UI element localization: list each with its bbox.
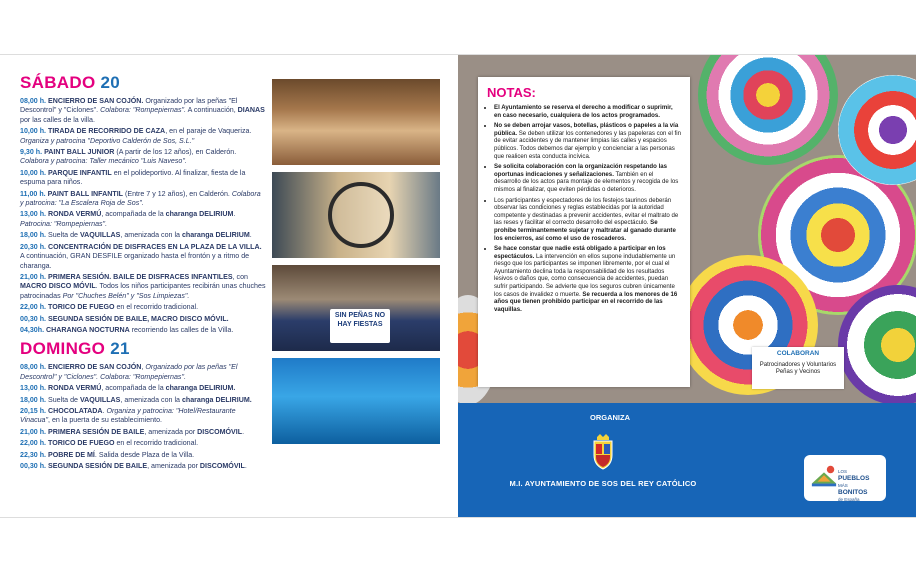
schedule-event (20, 273, 266, 301)
event-description: Suelta de VAQUILLAS, amenizada con la charanga DELIRIUM. (48, 231, 252, 240)
schedule-event (20, 97, 266, 125)
schedule-event (20, 169, 266, 188)
schedule-event (20, 243, 266, 271)
notes-title: NOTAS: (487, 85, 536, 100)
photo-pena-group (272, 265, 440, 351)
schedule-page (0, 55, 458, 517)
saturday-heading (20, 73, 266, 93)
event-description: ENCIERRO DE SAN COJÓN. Organizado por las peñas "El Descontrol" y "Ciclones". Colabora: "Rompepiernas". A continuación, DIANAS por las calles de la villa. (20, 97, 265, 124)
event-time: 08,00 h. (20, 363, 48, 372)
event-time: 13,00 h. (20, 384, 48, 393)
colabora-title: COLABORAN (776, 350, 820, 357)
note-item: • Se hace constar que nadie está obligado a participar en los espectáculos. La intervención en ellos supone indudablemente un riesgo que los participantes se imponen libremente, por el cual el Ayuntamiento declina toda la responsabilidad de los resultados lesivos o daños que, como consecuencia de accidentes, puedan sufrir participando. Se advierte que los seguros cubren únicamente los casos de invalidez o muerte. Se recuerda a los menores de 16 años que tienen prohibido participar en el recorrido de las vaquillas. (494, 245, 681, 313)
event-description: RONDA VERMÚ, acompañada de la charanga DELIRIUM. Patrocina: "Rompepiernas". (20, 210, 236, 228)
organiza-panel (458, 403, 916, 517)
notes-page (458, 55, 916, 517)
event-description: POBRE DE MÍ. Salida desde Plaza de la Villa. (48, 450, 195, 459)
pueblos-bonitos-logo (804, 455, 886, 501)
notes-box (478, 77, 690, 387)
logo-line: de España (838, 497, 860, 502)
photo-magnifier-street (272, 172, 440, 258)
event-time: 13,00 h. (20, 210, 48, 219)
schedule-event (20, 384, 266, 393)
colabora-line: Peñas y Vecinos (775, 369, 821, 375)
photo-swimming-pool (272, 358, 440, 444)
note-item: • No se deben arrojar vasos, botellas, plásticos o papeles a la vía pública. Se deben utilizar los contenedores y las papeleras con el fin de evitar accidentes y de mantener limpias las calles y espacios públicos. Todos debemos dar ejemplo y concienciar a las personas que realicen esta conducta incívica. (494, 122, 681, 160)
day-number: 21 (110, 339, 130, 359)
schedule-event (20, 396, 266, 405)
schedule-event (20, 231, 266, 240)
logo-line: PUEBLOS (838, 475, 870, 482)
event-time: 04,30h. (20, 325, 47, 334)
event-description: ENCIERRO DE SAN COJÓN, Organizado por las peñas "El Descontrol" y "Ciclones". Colabora: "Rompepiernas". (20, 363, 238, 381)
event-time: 11,00 h. (20, 189, 48, 198)
day-name: DOMINGO (20, 339, 106, 359)
schedule-event (20, 190, 266, 209)
event-description: PRIMERA SESIÓN. BAILE DE DISFRACES INFANTILES, con MACRO DISCO MÓVIL. Todos los niños participantes recibirán unas chuches patrocinadas Por "Chuches Belén" y "Sos Limpiezas". (20, 272, 266, 300)
schedule-event (20, 127, 266, 146)
schedule-event (20, 326, 266, 335)
saturday-events (20, 97, 266, 335)
event-description: TIRADA DE RECORRIDO DE CAZA, en el paraje de Vaqueriza. Organiza y patrocina "Deportivo Calderón de Sos, S.L." (20, 127, 252, 145)
event-time: 10,00 h. (20, 168, 48, 177)
event-time: 00,30 h. (20, 314, 48, 323)
schedule-event (20, 428, 266, 437)
day-number: 20 (100, 73, 120, 92)
sunday-heading (20, 339, 266, 359)
town-crest-icon (588, 433, 618, 471)
brochure-spread (0, 54, 916, 518)
sunday-events (20, 363, 266, 471)
event-time: 10,00 h. (20, 127, 48, 136)
event-time: 22,00 h. (20, 303, 48, 312)
magnifier-lens-icon (328, 182, 394, 248)
schedule-event (20, 363, 266, 382)
event-description: CHOCOLATADA. Organiza y patrocina: "Hotel/Restaurante Vinacua", en la puerta de su establecimiento. (20, 406, 236, 425)
schedule-event (20, 148, 266, 167)
event-description: PAINT BALL INFANTIL (Entre 7 y 12 años), en Calderón. Colabora y patrocina: "La Escalera Roja de Sos". (20, 189, 261, 208)
schedule-event (20, 303, 266, 312)
event-time: 9,30 h. (20, 148, 45, 157)
event-time: 20,30 h. (20, 242, 48, 251)
schedule-event (20, 210, 266, 229)
event-time: 08,00 h. (20, 97, 48, 105)
schedule-event (20, 462, 266, 471)
event-description: Suelta de VAQUILLAS, amenizada con la charanga DELIRIUM. (48, 395, 252, 404)
event-time: 00,30 h. (20, 462, 48, 470)
event-time: 20,15 h. (20, 406, 48, 415)
event-description: CONCENTRACIÓN DE DISFRACES EN LA PLAZA DE LA VILLA. A continuación, GRAN DESFILE organizado hasta el frontón y a ritmo de charanga. (20, 242, 262, 270)
event-time: 22,00 h. (20, 439, 48, 448)
note-item: • Se solicita colaboración con la organización respetando las oportunas indicaciones y señalizaciones. También en el desarrollo de los actos para montaje de elementos y recogida de los mismos al finalizar, que eviten pérdidas o deterioros. (494, 163, 681, 193)
schedule-event (20, 315, 266, 324)
day-name: SÁBADO (20, 73, 96, 92)
event-time: 22,30 h. (20, 450, 48, 459)
event-description: RONDA VERMÚ, acompañada de la charanga DELIRIUM. (48, 384, 236, 393)
event-description: PAINT BALL JUNIOR (A partir de los 12 años), en Calderón. Colabora y patrocina: Taller mecánico "Luis Naveso". (20, 148, 237, 166)
logo-line: LOS (838, 469, 848, 474)
schedule-column (20, 73, 266, 473)
event-description: TORICO DE FUEGO en el recorrido tradicional. (48, 303, 199, 312)
colabora-box (752, 347, 844, 389)
note-item: • Los participantes y espectadores de los festejos taurinos deberán observar las condiciones y reglas establecidas por la autoridad competente y destinadas a prevenir accidentes, evitar el maltrato de las reses y facilitar el correcto desarrollo del espectáculo. Se prohíbe terminantemente sujetar y maltratar al ganado durante los encierros, así como el uso de roscaderos. (494, 197, 681, 243)
photo-musicians (272, 79, 440, 165)
organiza-name: M.I. AYUNTAMIENTO DE SOS DEL REY CATÓLICO (509, 479, 697, 488)
pena-banner: SIN PEÑAS NO HAY FIESTAS (330, 309, 390, 343)
event-description: SEGUNDA SESIÓN DE BAILE, amenizada por DISCOMÓVIL. (48, 462, 247, 470)
event-description: CHARANGA NOCTURNA recorriendo las calles de la Villa. (46, 325, 234, 334)
schedule-event (20, 451, 266, 460)
colabora-line: Patrocinadores y Voluntarios (759, 361, 837, 368)
notes-list (487, 104, 681, 313)
event-description: PRIMERA SESIÓN DE BAILE, amenizada por DISCOMÓVIL. (48, 427, 245, 436)
event-time: 21,00 h. (20, 272, 48, 281)
logo-line: BONITOS (838, 489, 868, 496)
event-description: SEGUNDA SESIÓN DE BAILE, MACRO DISCO MÓVIL. (48, 314, 229, 323)
pueblos-logo-icon (810, 463, 838, 491)
photo-column (272, 79, 440, 451)
organiza-title: ORGANIZA (590, 413, 630, 422)
event-time: 21,00 h. (20, 427, 48, 436)
event-time: 18,00 h. (20, 231, 48, 240)
logo-line: MÁS (838, 483, 848, 488)
event-time: 18,00 h. (20, 395, 48, 404)
note-item: • El Ayuntamiento se reserva el derecho a modificar o suprimir, en caso necesario, cualquiera de los actos programados. (494, 104, 681, 119)
event-description: TORICO DE FUEGO en el recorrido tradicional. (48, 439, 199, 448)
schedule-event (20, 439, 266, 448)
event-description: PARQUE INFANTIL en el polideportivo. Al finalizar, fiesta de la espuma para niños. (20, 168, 246, 187)
schedule-event (20, 407, 266, 426)
logo-text (838, 468, 869, 503)
